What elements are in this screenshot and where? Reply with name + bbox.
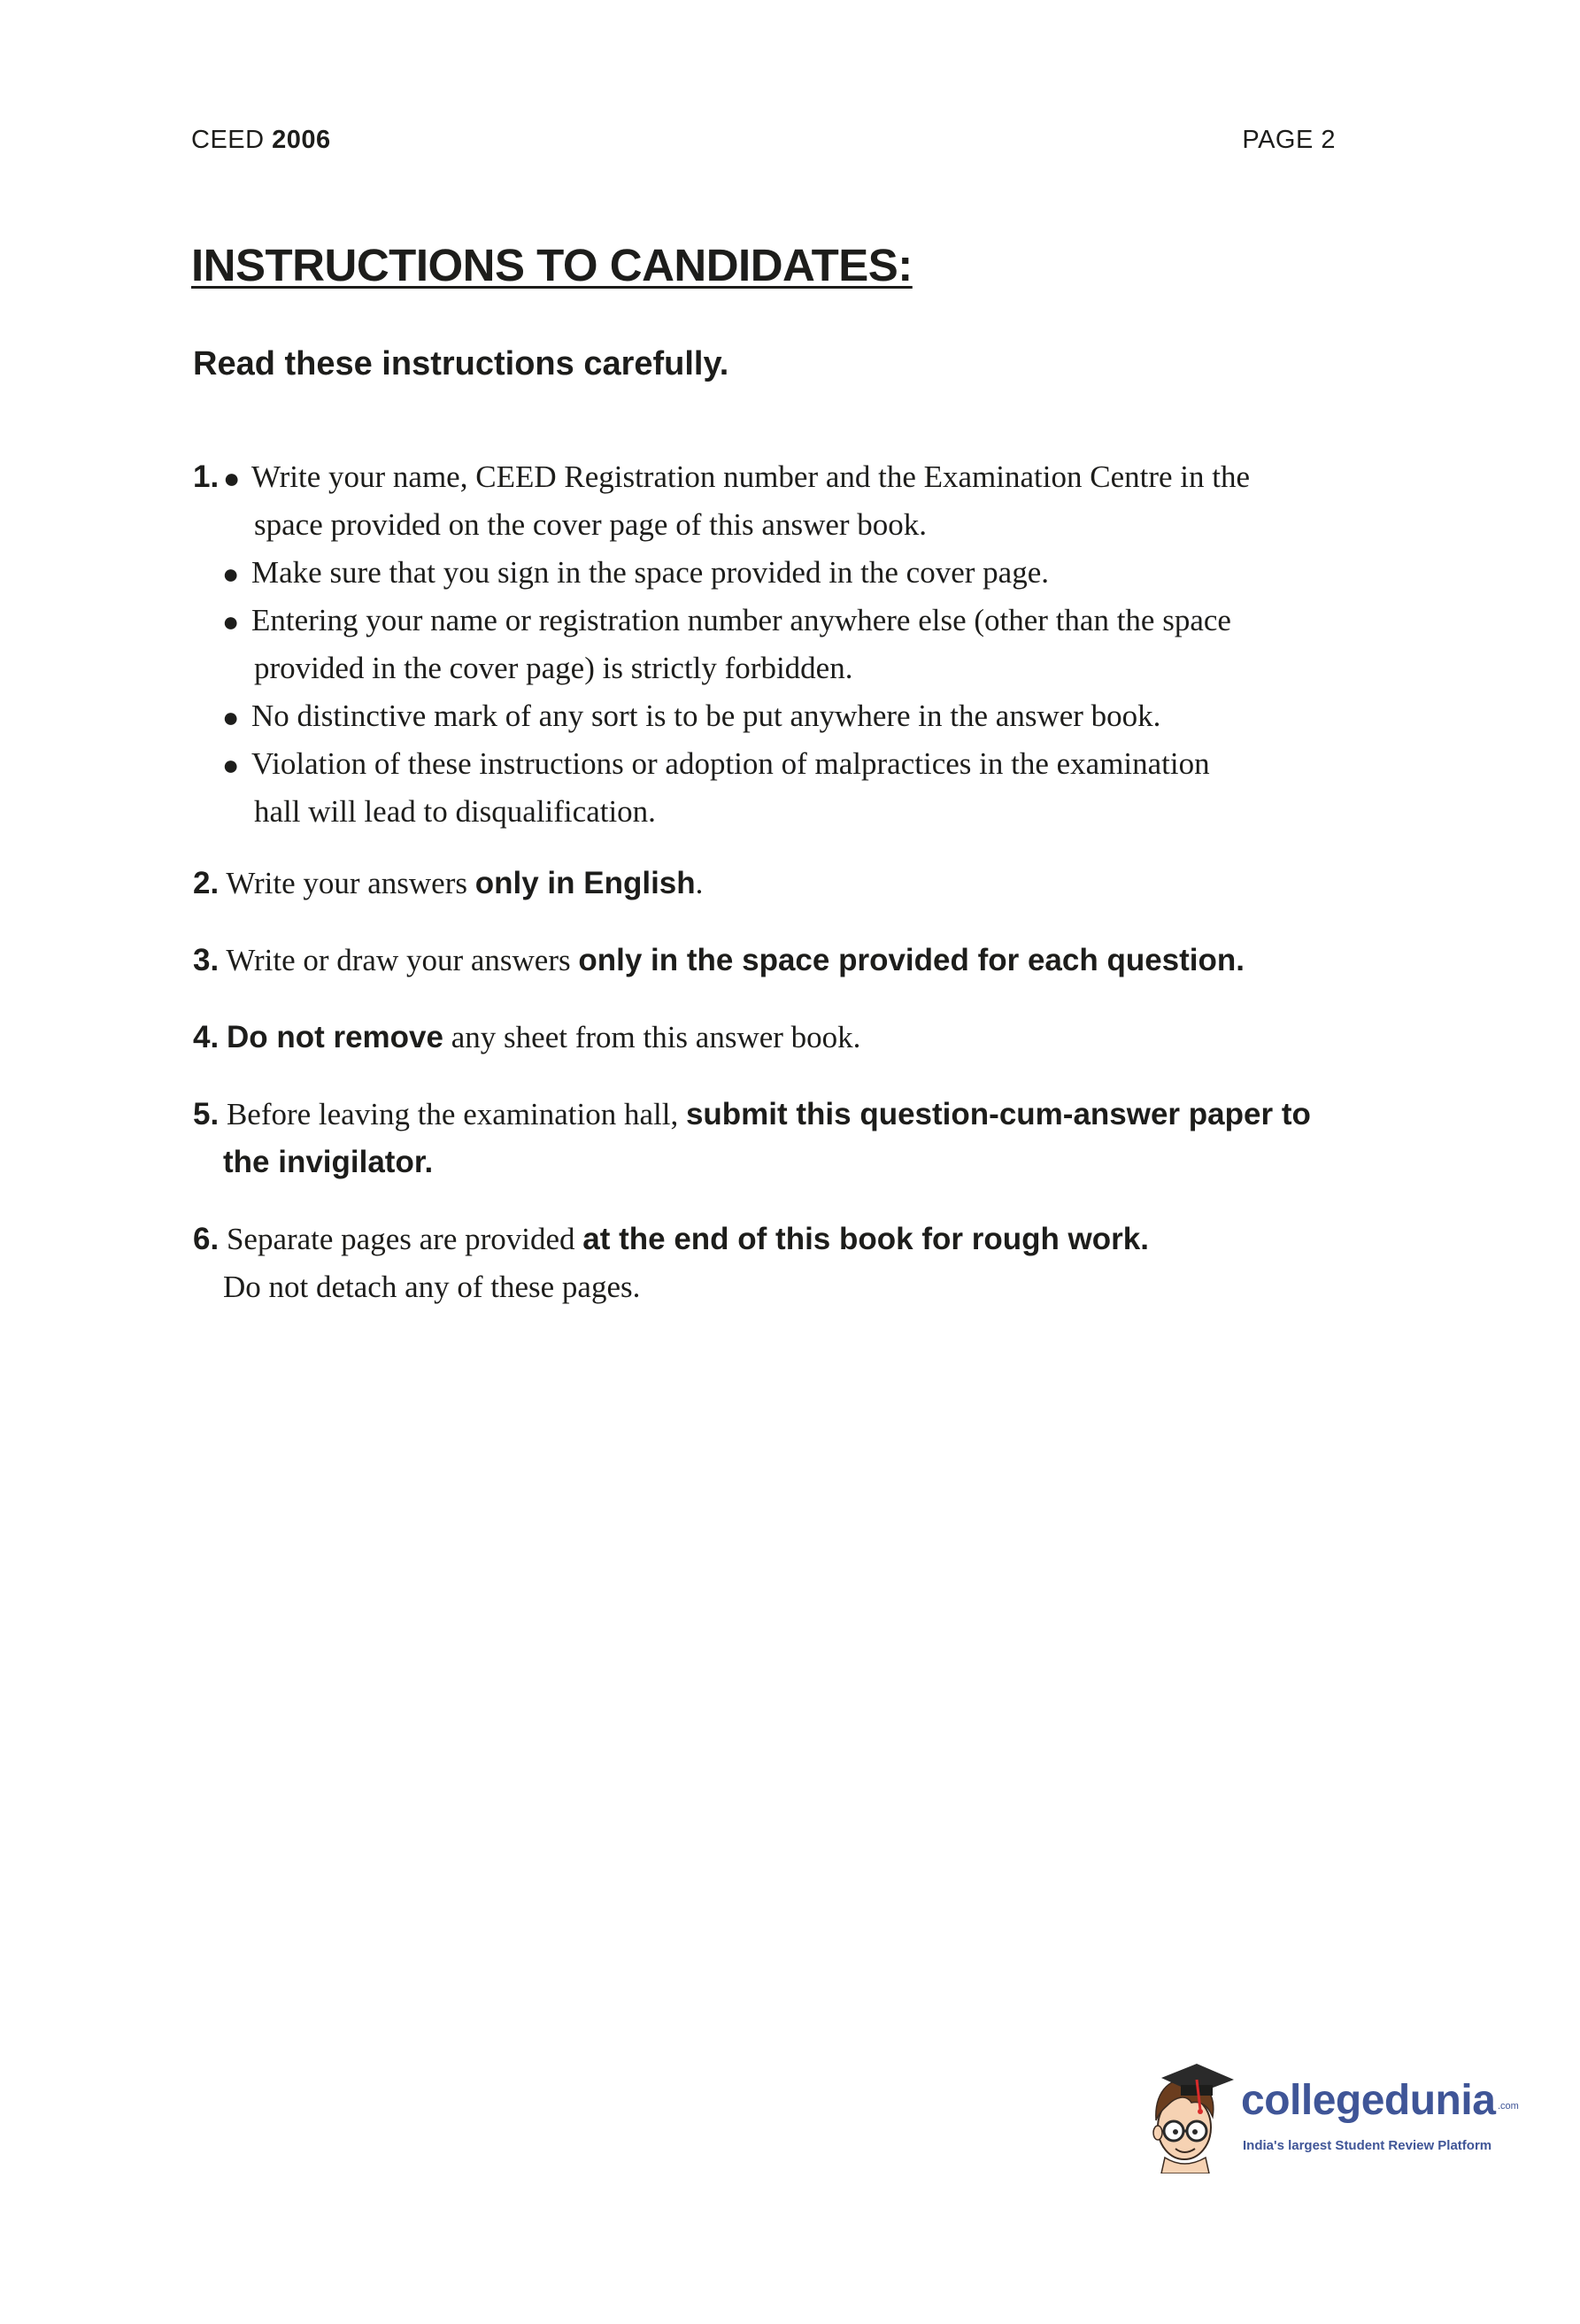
bullet-icon: ● bbox=[222, 558, 240, 590]
logo-suffix: .com bbox=[1498, 2101, 1519, 2112]
bullet-5 bbox=[193, 740, 1344, 836]
bullet-text: Violation of these instructions or adoption of malpractices in the examination bbox=[251, 746, 1210, 781]
page-header bbox=[191, 126, 1336, 161]
bullet-text-cont: provided in the cover page) is strictly forbidden. bbox=[254, 651, 853, 685]
exam-name: CEED bbox=[191, 126, 265, 154]
bullet-1 bbox=[193, 453, 1344, 549]
page-number: PAGE 2 bbox=[1242, 126, 1336, 154]
bullet-2 bbox=[193, 549, 1344, 597]
subtitle: Read these instructions carefully. bbox=[193, 345, 729, 382]
logo-tagline: India's largest Student Review Platform bbox=[1243, 2138, 1492, 2153]
instruction-item-4 bbox=[193, 1014, 1344, 1062]
collegedunia-logo bbox=[1142, 2058, 1522, 2173]
instruction-item-6 bbox=[193, 1216, 1344, 1311]
instruction-item-1 bbox=[193, 453, 1344, 836]
item-number: 1. bbox=[193, 459, 220, 494]
bullet-3 bbox=[193, 597, 1344, 692]
item-text: Write or draw your answers bbox=[226, 943, 571, 977]
bullet-icon: ● bbox=[222, 606, 240, 637]
item-text: Before leaving the examination hall, bbox=[226, 1097, 679, 1131]
bullet-icon: ● bbox=[222, 701, 240, 733]
item-text: any sheet from this answer book. bbox=[451, 1020, 861, 1054]
bullet-text: No distinctive mark of any sort is to be put anywhere in the answer book. bbox=[251, 699, 1161, 733]
page-title: INSTRUCTIONS TO CANDIDATES: bbox=[191, 240, 913, 290]
item-bold-text-cont: the invigilator. bbox=[223, 1145, 434, 1179]
item-bold-text: only in English bbox=[474, 866, 696, 900]
item-number: 2. bbox=[193, 866, 220, 900]
item-bold-text: at the end of this book for rough work. bbox=[582, 1222, 1149, 1256]
item-text-cont: Do not detach any of these pages. bbox=[223, 1270, 641, 1304]
bullet-text: Entering your name or registration number anywhere else (other than the space bbox=[251, 603, 1231, 637]
instruction-item-3 bbox=[193, 937, 1344, 984]
item-text: Separate pages are provided bbox=[226, 1222, 575, 1256]
bullet-text: Write your name, CEED Registration number and the Examination Centre in the bbox=[251, 459, 1251, 494]
item-number: 6. bbox=[193, 1222, 220, 1256]
exam-label bbox=[191, 126, 331, 155]
item-number: 5. bbox=[193, 1097, 220, 1131]
bullet-icon: ● bbox=[222, 749, 240, 781]
student-mascot-icon bbox=[1142, 2058, 1239, 2173]
item-bold-text: Do not remove bbox=[226, 1020, 443, 1054]
bullet-text-cont: space provided on the cover page of this answer book. bbox=[254, 507, 928, 542]
exam-year: 2006 bbox=[272, 126, 331, 154]
item-bold-text: only in the space provided for each question. bbox=[578, 943, 1245, 977]
item-text: Write your answers bbox=[226, 866, 467, 900]
item-bold-text: submit this question-cum-answer paper to bbox=[685, 1097, 1311, 1131]
item-number: 3. bbox=[193, 943, 220, 977]
instruction-item-2 bbox=[193, 860, 1344, 907]
bullet-text: Make sure that you sign in the space provided in the cover page. bbox=[251, 555, 1049, 590]
instruction-item-5 bbox=[193, 1091, 1344, 1186]
logo-wordmark: collegedunia bbox=[1241, 2077, 1496, 2124]
bullet-4 bbox=[193, 692, 1344, 740]
item-text-end: . bbox=[695, 866, 704, 900]
item-number: 4. bbox=[193, 1020, 220, 1054]
bullet-text-cont: hall will lead to disqualification. bbox=[254, 794, 656, 829]
bullet-icon: ● bbox=[223, 462, 241, 494]
